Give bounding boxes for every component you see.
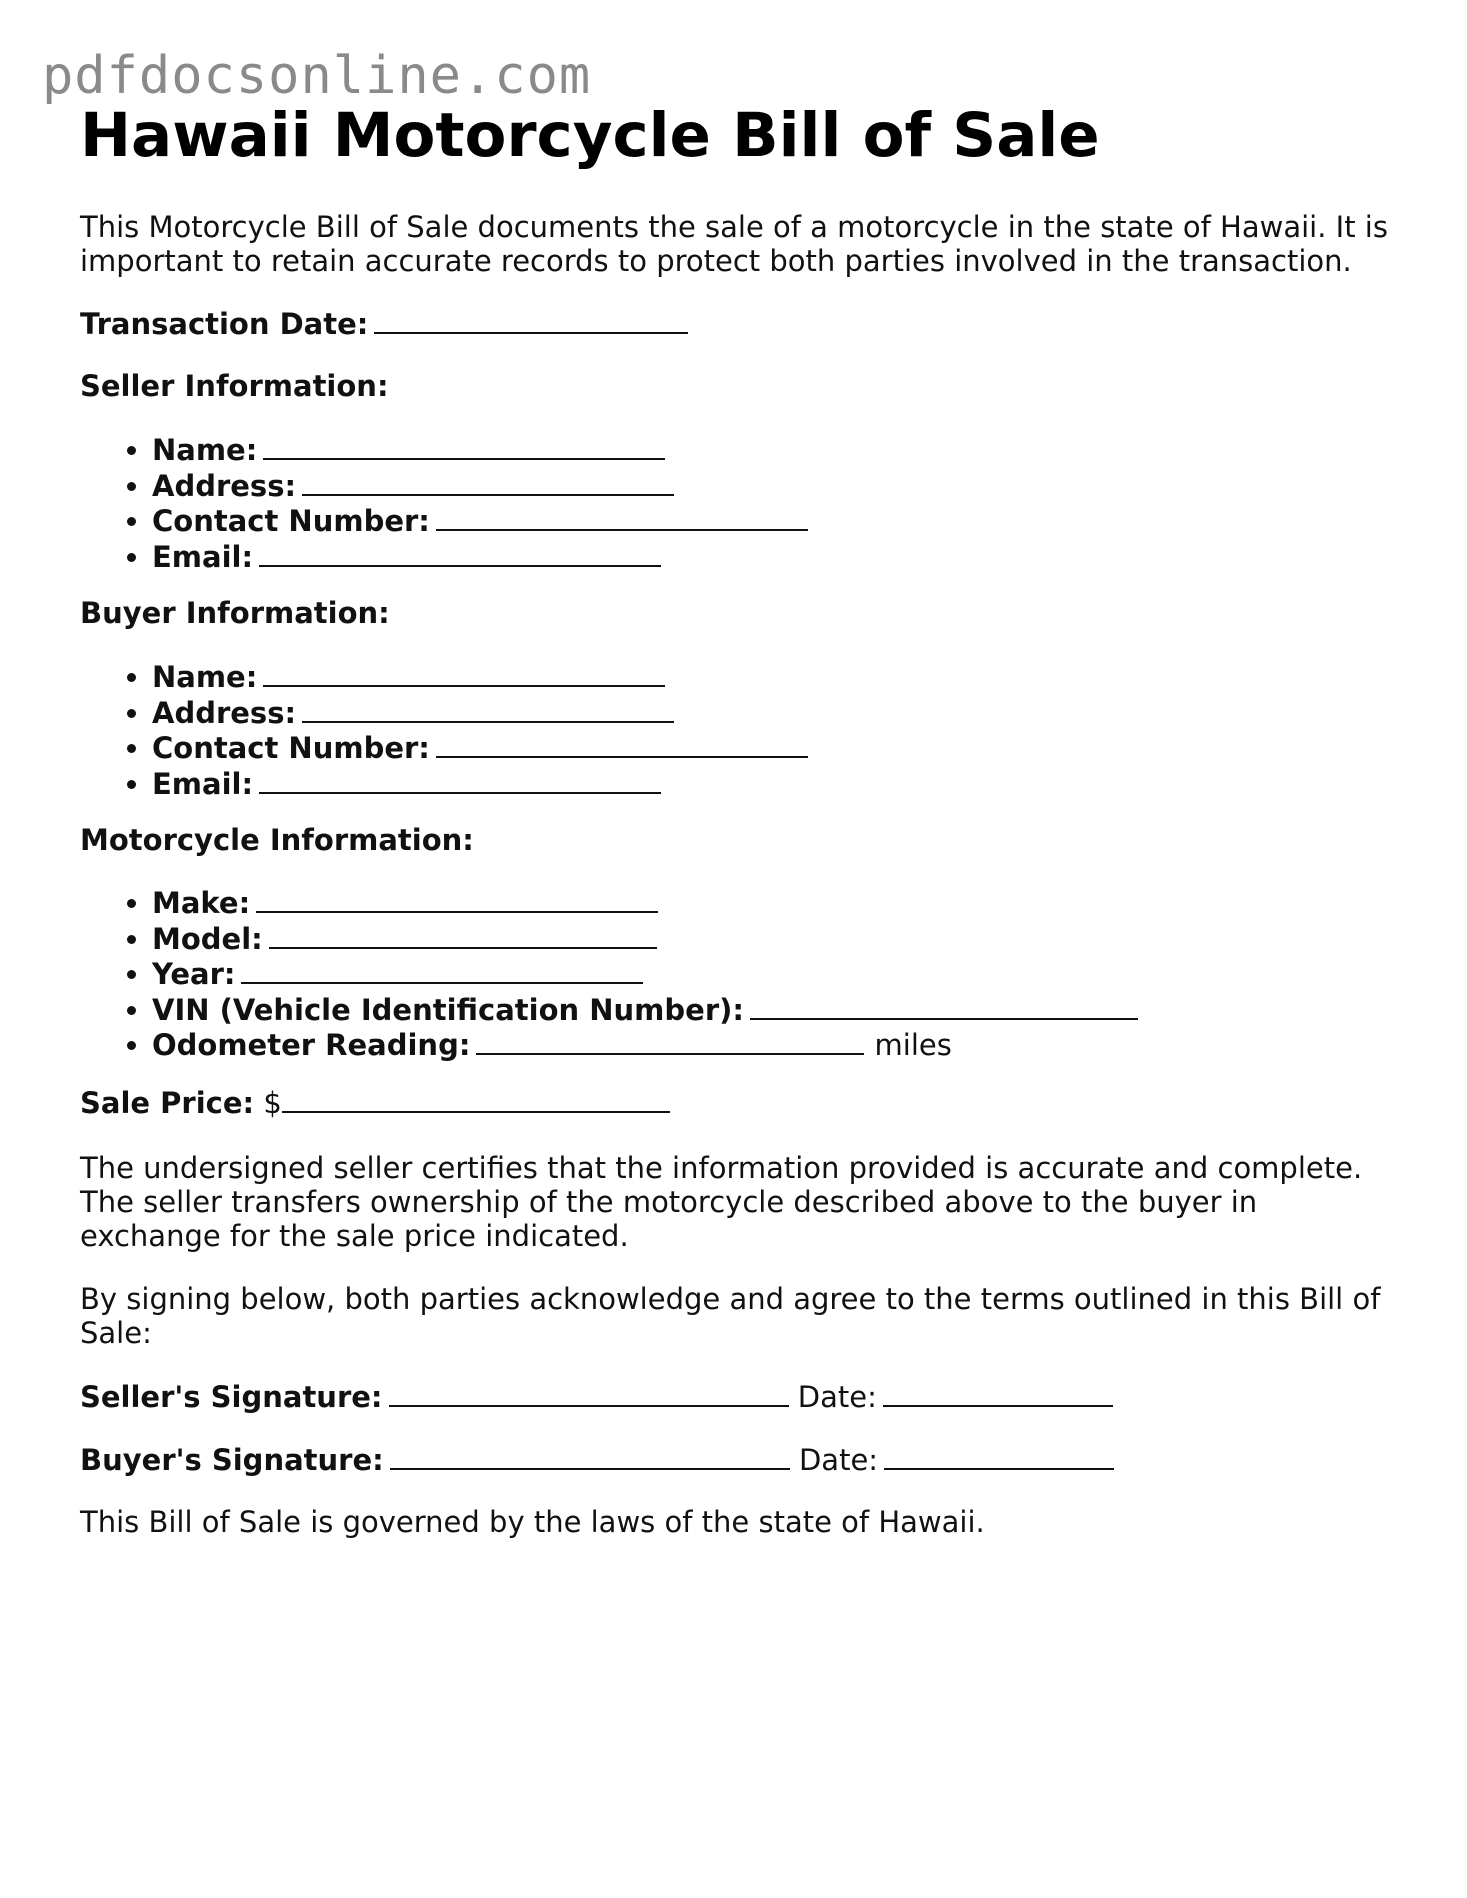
- vin-label: VIN (Vehicle Identification Number):: [152, 992, 744, 1027]
- seller-email-label: Email:: [152, 539, 254, 574]
- seller-date-label: Date:: [797, 1380, 877, 1414]
- odometer-blank[interactable]: [476, 1027, 864, 1055]
- list-item: [152, 659, 808, 695]
- seller-signature-row: [80, 1379, 1113, 1414]
- transaction-date-blank[interactable]: [374, 306, 688, 334]
- buyer-signature-label: Buyer's Signature:: [80, 1443, 384, 1477]
- seller-email-blank[interactable]: [259, 539, 661, 567]
- list-item: [152, 695, 808, 731]
- watermark: pdfdocsonline.com: [42, 46, 592, 106]
- list-item: [152, 1027, 1138, 1063]
- acknowledgement-line-2: Sale:: [80, 1316, 152, 1350]
- list-item: [152, 432, 808, 468]
- buyer-date-label: Date:: [798, 1443, 879, 1477]
- model-blank[interactable]: [269, 921, 657, 949]
- model-label: Model:: [152, 921, 263, 956]
- certification-line-3: exchange for the sale price indicated.: [80, 1219, 629, 1253]
- buyer-email-label: Email:: [152, 766, 254, 801]
- odometer-unit: miles: [874, 1028, 952, 1062]
- governing-law: This Bill of Sale is governed by the laws of the state of Hawaii.: [80, 1505, 985, 1539]
- transaction-date-label: Transaction Date:: [80, 307, 369, 341]
- year-label: Year:: [152, 957, 236, 991]
- make-label: Make:: [152, 886, 251, 920]
- seller-name-blank[interactable]: [263, 432, 665, 460]
- odometer-label: Odometer Reading:: [152, 1028, 471, 1062]
- motorcycle-heading: Motorcycle Information:: [80, 823, 474, 857]
- seller-heading: Seller Information:: [80, 369, 389, 403]
- year-blank[interactable]: [241, 956, 643, 984]
- seller-contact-label: Contact Number:: [152, 504, 430, 538]
- intro-line-1: This Motorcycle Bill of Sale documents the sale of a motorcycle in the state of Hawaii. It is: [80, 210, 1388, 244]
- seller-contact-blank[interactable]: [436, 503, 808, 531]
- seller-address-blank[interactable]: [302, 468, 674, 496]
- list-item: [152, 766, 808, 802]
- list-item: [152, 885, 1138, 921]
- buyer-fields-list: [80, 659, 808, 801]
- list-item: [152, 503, 808, 539]
- buyer-email-blank[interactable]: [259, 766, 661, 794]
- sale-price-label: Sale Price:: [80, 1086, 255, 1120]
- currency-symbol: $: [263, 1086, 282, 1120]
- motorcycle-fields-list: [80, 885, 1138, 1063]
- buyer-contact-label: Contact Number:: [152, 731, 430, 765]
- sale-price-blank[interactable]: [282, 1085, 670, 1113]
- transaction-date-row: [80, 306, 688, 341]
- buyer-heading: Buyer Information:: [80, 596, 390, 630]
- buyer-signature-blank[interactable]: [390, 1442, 790, 1470]
- intro-line-2: important to retain accurate records to protect both parties involved in the transaction.: [80, 244, 1352, 278]
- certification-line-1: The undersigned seller certifies that the information provided is accurate and complete.: [80, 1151, 1363, 1185]
- list-item: [152, 956, 1138, 992]
- vin-blank[interactable]: [750, 992, 1138, 1020]
- seller-date-blank[interactable]: [883, 1379, 1113, 1407]
- make-blank[interactable]: [256, 885, 658, 913]
- buyer-contact-blank[interactable]: [436, 730, 808, 758]
- list-item: [152, 921, 1138, 957]
- acknowledgement-line-1: By signing below, both parties acknowledge and agree to the terms outlined in this Bill of: [80, 1282, 1381, 1316]
- certification-line-2: The seller transfers ownership of the motorcycle described above to the buyer in: [80, 1185, 1258, 1219]
- buyer-address-label: Address:: [152, 695, 297, 730]
- seller-fields-list: [80, 432, 808, 574]
- page-title: Hawaii Motorcycle Bill of Sale: [80, 100, 1100, 171]
- buyer-date-blank[interactable]: [884, 1442, 1114, 1470]
- seller-signature-label: Seller's Signature:: [80, 1380, 383, 1414]
- seller-signature-blank[interactable]: [389, 1379, 789, 1407]
- list-item: [152, 992, 1138, 1028]
- buyer-address-blank[interactable]: [302, 695, 674, 723]
- list-item: [152, 730, 808, 766]
- seller-address-label: Address:: [152, 468, 297, 503]
- list-item: [152, 468, 808, 504]
- buyer-name-blank[interactable]: [263, 659, 665, 687]
- buyer-name-label: Name:: [152, 660, 258, 694]
- list-item: [152, 539, 808, 575]
- sale-price-row: [80, 1085, 670, 1120]
- seller-name-label: Name:: [152, 433, 258, 467]
- buyer-signature-row: [80, 1442, 1114, 1477]
